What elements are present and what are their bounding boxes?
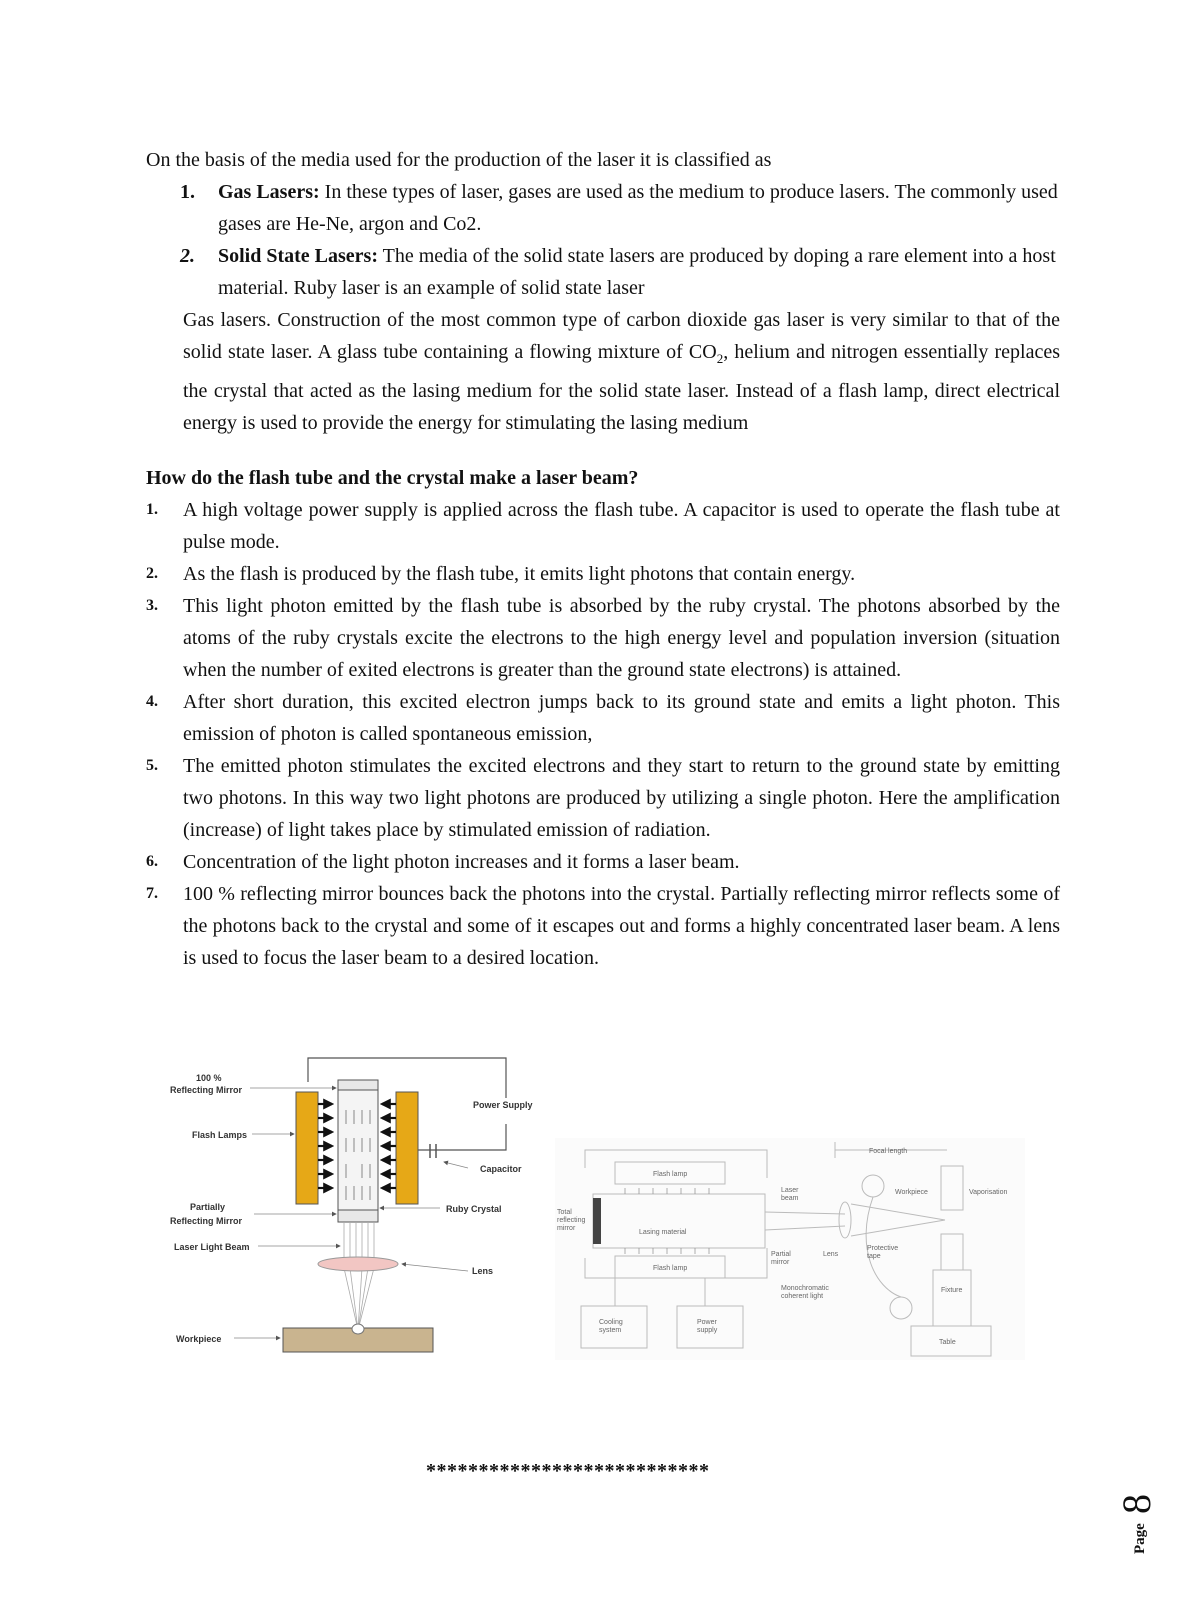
total-mirror [593,1198,601,1244]
label-partially-reflecting: Reflecting Mirror [170,1216,243,1226]
label-flash-lamp-bottom: Flash lamp [653,1265,688,1272]
list-item: 6. Concentration of the light photon increases and it forms a laser beam. [146,851,740,873]
ruby-laser-diagram [168,1058,558,1358]
label-coherent-light: coherent light [781,1293,824,1300]
label-beam: beam [781,1195,799,1202]
page-number: 8 [1114,1494,1159,1514]
item-text: In these types of laser, gases are used as the medium to produce lasers. The commonly used gases are He-Ne, argon and Co2. [218,181,1058,235]
item-term: Gas Lasers: [218,181,320,203]
label-laser-light-beam: Laser Light Beam [174,1242,250,1252]
flash-lamp-left [296,1092,318,1204]
item-text: The media of the solid state lasers are produced by doping a rare element into a host material. Ruby laser is an example of solid state laser [218,245,1056,299]
lens [318,1257,398,1271]
classification-item-solid [180,240,1060,304]
list-item: 4. After short duration, this excited electron jumps back to its ground state and emits a light photon. This emission of photon is called spontaneous emission, [146,691,1060,745]
label-focal-length: Focal length [869,1148,908,1155]
flash-lamp-right [396,1092,418,1204]
gas-lasers-paragraph: Gas lasers. Construction of the most common type of carbon dioxide gas laser is very similar to that of the solid state laser. A glass tube containing a flowing mixture of $CO_2$, helium and nitrogen essentially replaces the crystal that acted as the lasing medium for the solid state laser. Instead of a flash lamp, direct electrical energy is used to provide the energy for stimulating the lasing medium [183,309,1060,434]
capacitor-wire [430,1124,506,1150]
steps-list [146,494,1060,974]
item-number: 1. [180,181,195,203]
footer-separator: *************************** [426,1460,710,1482]
label-power-supply: Power Supply [473,1100,533,1110]
list-item: 3. This light photon emitted by the flash tube is absorbed by the ruby crystal. The photons absorbed by the atoms of the ruby crystals excite the electrons to the high energy level and population inversion (situation when the number of exited electrons is greater than the ground state electrons) is attained. [146,595,1060,681]
label-capacitor: Capacitor [480,1164,522,1174]
intro-line: On the basis of the media used for the production of the laser it is classified as [146,149,772,171]
label-tape: tape [867,1253,881,1260]
classification-item-gas [180,176,1060,240]
label-power: Power [697,1319,717,1326]
label-reflecting: reflecting [557,1217,586,1224]
label-cooling: Cooling [599,1319,623,1326]
label-supply: supply [697,1327,718,1334]
item-term: Solid State Lasers: [218,245,378,267]
label-ruby-crystal: Ruby Crystal [446,1204,502,1214]
label-vaporisation: Vaporisation [969,1189,1008,1196]
label-table: Table [939,1339,956,1346]
label-100: 100 % [196,1073,222,1083]
label-flash-lamps: Flash Lamps [192,1130,248,1140]
list-item: 5. The emitted photon stimulates the excited electrons and they start to return to the ground state by emitting two photons. In this way two light photons are produced by utilizing a single photon. Here the amplification (increase) of light takes place by stimulated emission of radiation. [146,755,1060,841]
label-system: system [599,1327,622,1334]
label-protective: Protective [867,1245,899,1252]
label-monochromatic: Monochromatic [781,1285,829,1292]
item-number: 2. [180,245,195,267]
partial-mirror [338,1210,378,1222]
page-number-marker [1112,1456,1159,1556]
list-item: 1. A high voltage power supply is applied across the flash tube. A capacitor is used to operate the flash tube at pulse mode. [146,499,1060,553]
section-heading: How do the flash tube and the crystal make a laser beam? [146,467,639,489]
label-mirror: mirror [557,1225,576,1232]
label-lasing-material: Lasing material [639,1229,687,1236]
label-workpiece: Workpiece [176,1334,222,1344]
label-flash-lamp-top: Flash lamp [653,1171,688,1178]
list-item: 7. 100 % reflecting mirror bounces back the photons into the crystal. Partially reflecting mirror reflects some of the photons back to the crystal and some of it escapes out and forms a highly concentrated laser beam. A lens is used to focus the laser beam to a desired location. [146,883,1060,969]
label-workpiece: Workpiece [895,1189,928,1196]
page-label: Page [1132,1523,1148,1554]
label-partial-mirror: mirror [771,1259,790,1266]
label-lens: Lens [472,1266,494,1276]
label-partially: Partially [190,1202,226,1212]
label-partial: Partial [771,1251,791,1258]
list-item: 2. As the flash is produced by the flash tube, it emits light photons that contain energy. [146,563,856,585]
ruby-crystal [338,1090,378,1210]
label-fixture: Fixture [941,1287,963,1294]
label-total: Total [557,1209,572,1216]
reflecting-mirror [338,1080,378,1090]
label-reflecting-mirror: Reflecting Mirror [170,1085,243,1095]
laser-machining-diagram [555,1138,1025,1360]
label-lens: Lens [823,1251,839,1258]
label-laser: Laser [781,1187,799,1194]
